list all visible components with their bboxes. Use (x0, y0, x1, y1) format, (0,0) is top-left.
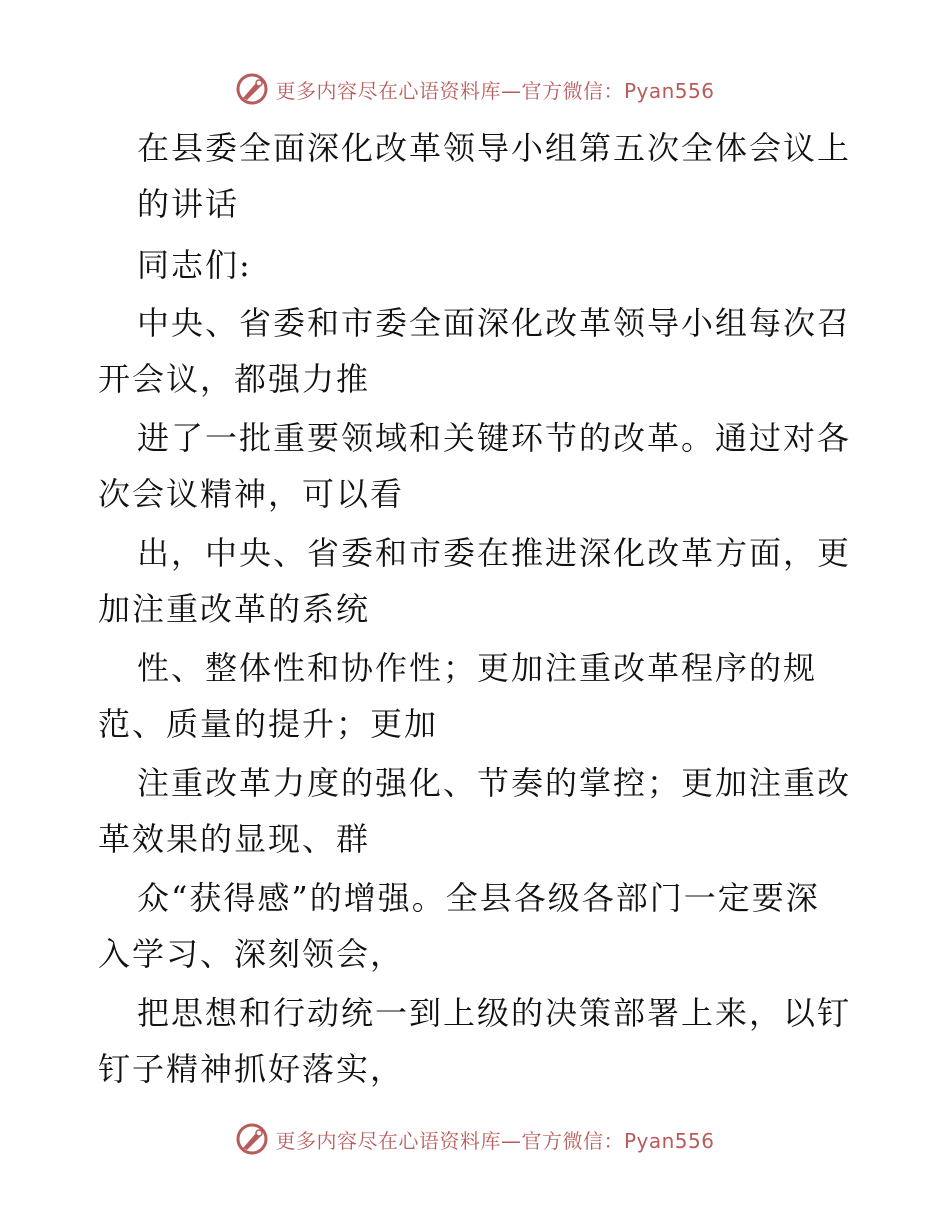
watermark-header (0, 72, 950, 106)
paragraph-line: 注重改革力度的强化、节奏的掌控；更加注重改 (137, 764, 852, 802)
paragraph-line: 钉子精神抓好落实， (98, 1050, 405, 1088)
title-line-1: 在县委全面深化改革领导小组第五次全体会议上 (137, 129, 852, 167)
paragraph-line: 入学习、深刻领会， (98, 935, 405, 973)
paragraph-line: 出，中央、省委和市委在推进深化改革方面，更 (137, 534, 852, 572)
salutation: 同志们: (137, 246, 252, 284)
paragraph-line: 次会议精神，可以看 (98, 475, 405, 513)
paragraph-line: 中央、省委和市委全面深化改革领导小组每次召 (137, 304, 852, 342)
title-line-2: 的讲话 (137, 185, 240, 223)
watermark-text: 更多内容尽在心语资料库—官方微信：Pyan556 (275, 1128, 715, 1153)
paragraph-line: 进了一批重要领域和关键环节的改革。通过对各 (137, 419, 852, 457)
paragraph-line: 性、整体性和协作性；更加注重改革程序的规 (137, 649, 818, 687)
paragraph-line: 众“获得感”的增强。全县各级各部门一定要深 (137, 879, 820, 917)
paragraph-line: 革效果的显现、群 (98, 820, 371, 858)
pen-logo-icon (235, 1122, 269, 1156)
paragraph-line: 开会议，都强力推 (98, 360, 371, 398)
pen-logo-icon (235, 72, 269, 106)
paragraph-line: 加注重改革的系统 (98, 590, 371, 628)
watermark-footer (0, 1122, 950, 1156)
paragraph-line: 把思想和行动统一到上级的决策部署上来，以钉 (137, 994, 852, 1032)
paragraph-line: 范、质量的提升；更加 (98, 705, 439, 743)
watermark-text: 更多内容尽在心语资料库—官方微信：Pyan556 (275, 78, 715, 103)
